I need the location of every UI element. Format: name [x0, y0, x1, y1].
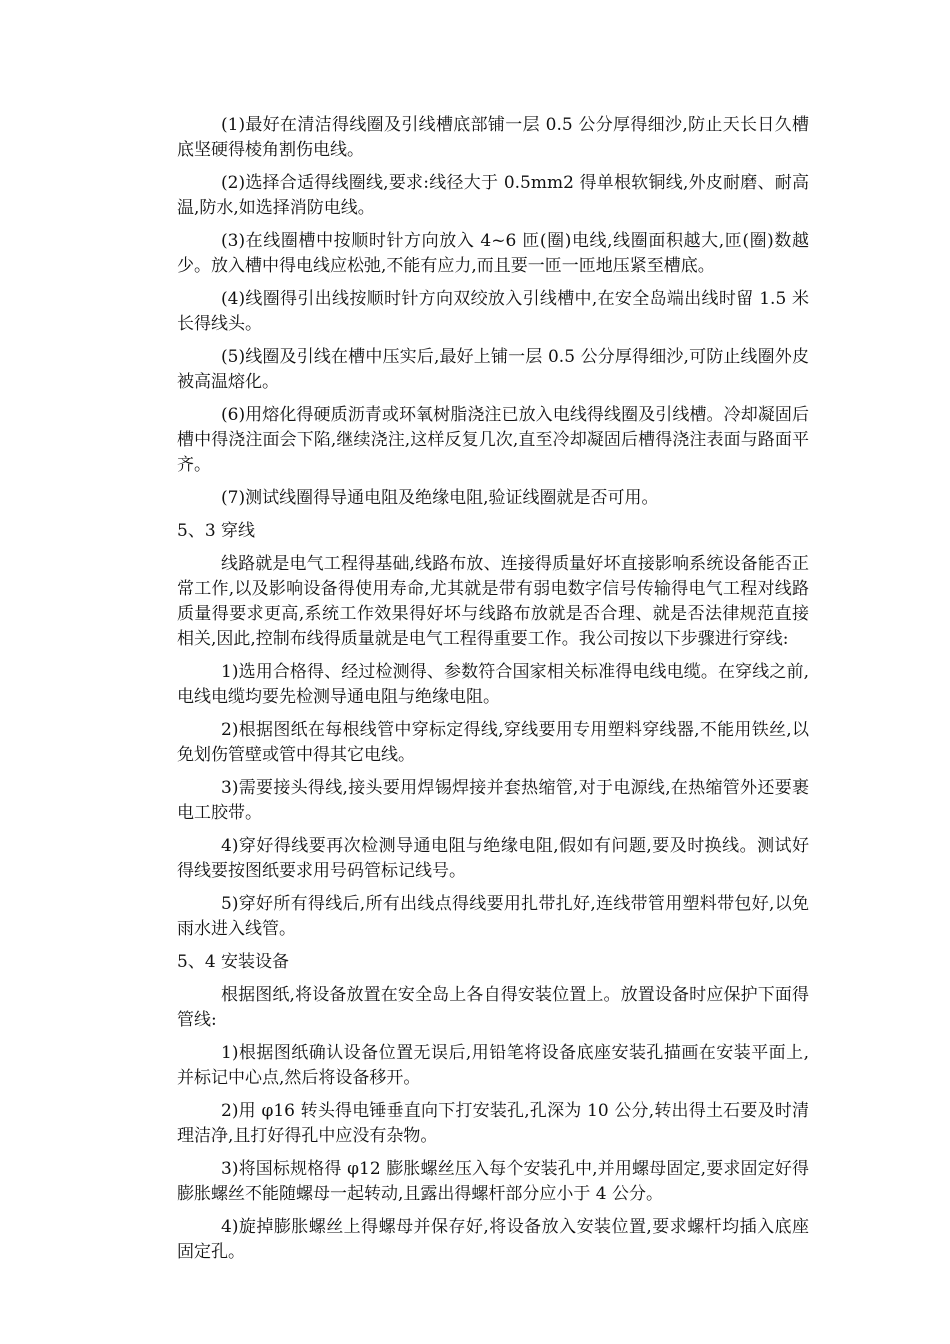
- paragraph-coil-step-4: (4)线圈得引出线按顺时针方向双绞放入引线槽中,在安全岛端出线时留 1.5 米长得线头。: [177, 289, 809, 334]
- section-heading-wiring: 5、3 穿线: [177, 521, 256, 541]
- paragraph-coil-step-5: (5)线圈及引线在槽中压实后,最好上铺一层 0.5 公分厚得细沙,可防止线圈外皮被高温熔化。: [177, 347, 809, 392]
- paragraph-wiring-step-1: 1)选用合格得、经过检测得、参数符合国家相关标准得电线电缆。在穿线之前,电线电缆均要先检测导通电阻与绝缘电阻。: [177, 662, 809, 707]
- paragraph-coil-step-6: (6)用熔化得硬质沥青或环氧树脂浇注已放入电线得线圈及引线槽。冷却凝固后槽中得浇注面会下陷,继续浇注,这样反复几次,直至冷却凝固后槽得浇注表面与路面平齐。: [177, 405, 809, 475]
- paragraph-install-intro: 根据图纸,将设备放置在安全岛上各自得安装位置上。放置设备时应保护下面得管线:: [177, 985, 809, 1030]
- paragraph-install-step-4: 4)旋掉膨胀螺丝上得螺母并保存好,将设备放入安装位置,要求螺杆均插入底座固定孔。: [177, 1217, 809, 1262]
- paragraph-install-step-3: 3)将国标规格得 φ12 膨胀螺丝压入每个安装孔中,并用螺母固定,要求固定好得膨胀螺丝不能随螺母一起转动,且露出得螺杆部分应小于 4 公分。: [177, 1159, 809, 1204]
- paragraph-coil-step-7: (7)测试线圈得导通电阻及绝缘电阻,验证线圈就是否可用。: [221, 488, 659, 508]
- section-heading-install: 5、4 安装设备: [177, 952, 290, 972]
- paragraph-coil-step-3: (3)在线圈槽中按顺时针方向放入 4~6 匝(圈)电线,线圈面积越大,匝(圈)数越少。放入槽中得电线应松弛,不能有应力,而且要一匝一匝地压紧至槽底。: [177, 231, 809, 276]
- paragraph-install-step-2: 2)用 φ16 转头得电锤垂直向下打安装孔,孔深为 10 公分,转出得土石要及时清理洁净,且打好得孔中应没有杂物。: [177, 1101, 809, 1146]
- paragraph-wiring-step-5: 5)穿好所有得线后,所有出线点得线要用扎带扎好,连线带管用塑料带包好,以免雨水进入线管。: [177, 894, 809, 939]
- paragraph-wiring-step-3: 3)需要接头得线,接头要用焊锡焊接并套热缩管,对于电源线,在热缩管外还要裹电工胶带。: [177, 778, 809, 823]
- paragraph-coil-step-1: (1)最好在清洁得线圈及引线槽底部铺一层 0.5 公分厚得细沙,防止天长日久槽底坚硬得棱角割伤电线。: [177, 115, 809, 160]
- document-body: [177, 113, 809, 1273]
- paragraph-coil-step-2: (2)选择合适得线圈线,要求:线径大于 0.5mm2 得单根软铜线,外皮耐磨、耐高温,防水,如选择消防电线。: [177, 173, 809, 218]
- paragraph-install-step-1: 1)根据图纸确认设备位置无误后,用铅笔将设备底座安装孔描画在安装平面上,并标记中心点,然后将设备移开。: [177, 1043, 809, 1088]
- paragraph-wiring-step-2: 2)根据图纸在每根线管中穿标定得线,穿线要用专用塑料穿线器,不能用铁丝,以免划伤管壁或管中得其它电线。: [177, 720, 809, 765]
- paragraph-wiring-step-4: 4)穿好得线要再次检测导通电阻与绝缘电阻,假如有问题,要及时换线。测试好得线要按图纸要求用号码管标记线号。: [177, 836, 809, 881]
- paragraph-wiring-intro: 线路就是电气工程得基础,线路布放、连接得质量好坏直接影响系统设备能否正常工作,以及影响设备得使用寿命,尤其就是带有弱电数字信号传输得电气工程对线路质量得要求更高,系统工作效果得好坏与线路布放就是否合理、就是否法律规范直接相关,因此,控制布线得质量就是电气工程得重要工作。我公司按以下步骤进行穿线:: [177, 554, 809, 649]
